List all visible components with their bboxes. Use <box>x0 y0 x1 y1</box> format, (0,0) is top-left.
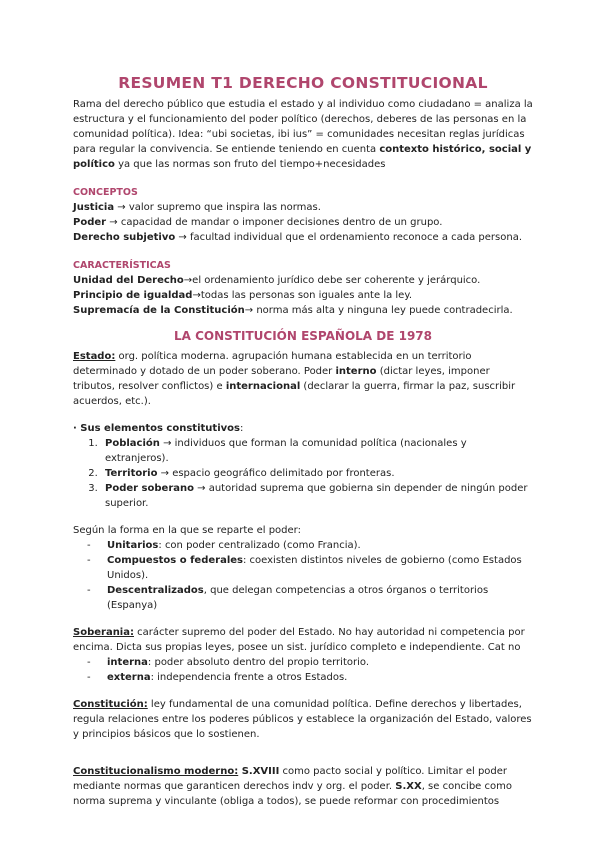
list-item: - interna: poder absoluto dentro del propio territorio. <box>87 655 533 670</box>
concept-item: Derecho subjetivo → facultad individual que el ordenamiento reconoce a cada persona. <box>73 232 523 243</box>
list-item: - Unitarios: con poder centralizado (como Francia). <box>87 538 533 553</box>
elementos-label: · Sus elementos constitutivos: <box>73 423 244 434</box>
formas-intro: Según la forma en la que se reparte el poder: <box>73 525 301 536</box>
constitucion-definition: Constitución: ley fundamental de una comunidad política. Define derechos y libertades, regula relaciones entre los poderes públicos y establece la organización del Estado, valores y principios básicos que lo sostienen. <box>73 699 532 740</box>
list-item: 3. Poder soberano → autoridad suprema que gobierna sin depender de ningún poder superior. <box>101 481 533 511</box>
conceptos-heading: CONCEPTOS <box>73 187 138 198</box>
constitucion-heading: LA CONSTITUCIÓN ESPAÑOLA DE 1978 <box>174 329 432 343</box>
caracteristica-item: Unidad del Derecho→el ordenamiento jurídico debe ser coherente y jerárquico. <box>73 275 481 286</box>
document-page <box>73 73 533 809</box>
caracteristica-item: Principio de igualdad→todas las personas son iguales ante la ley. <box>73 290 412 301</box>
soberania-list <box>73 655 533 685</box>
elementos-list <box>73 436 533 511</box>
list-item: - Descentralizados, que delegan competencias a otros órganos o territorios (Espanya) <box>87 583 533 613</box>
estado-paragraph: Estado: org. política moderna. agrupación humana establecida en un territorio determinado y dotado de un poder soberano. Poder interno (dictar leyes, imponer tributos, resolver conflictos) e internacional (declarar la guerra, firmar la paz, suscribir acuerdos, etc.). <box>73 351 516 407</box>
constitucionalismo-paragraph: Constitucionalismo moderno: S.XVIII como pacto social y político. Limitar el poder mediante normas que garanticen derechos indv y org. el poder. S.XX, se concibe como norma suprema y vinculante (obliga a todos), se puede reformar con procedimientos <box>73 766 512 807</box>
formas-list <box>73 538 533 613</box>
caracteristica-item: Supremacía de la Constitución→ norma más alta y ninguna ley puede contradecirla. <box>73 305 513 316</box>
concept-item: Justicia → valor supremo que inspira las normas. <box>73 202 321 213</box>
list-item: - Compuestos o federales: coexisten distintos niveles de gobierno (como Estados Unidos). <box>87 553 533 583</box>
soberania-paragraph: Soberania: carácter supremo del poder del Estado. No hay autoridad ni competencia por encima. Dicta sus propias leyes, posee un sist. jurídico completo e independiente. Cat no <box>73 627 525 653</box>
document-title: RESUMEN T1 DERECHO CONSTITUCIONAL <box>118 74 488 92</box>
intro-paragraph: Rama del derecho público que estudia el estado y al individuo como ciudadano = analiza la estructura y el funcionamiento del poder político (derechos, deberes de las personas en la comunidad política). Idea: “ubi societas, ibi ius” = comunidades necesitan reglas jurídicas para regular la convivencia. Se entiende teniendo en cuenta contexto histórico, social y político ya que las normas son fruto del tiempo+necesidades <box>73 99 533 170</box>
caracteristicas-heading: CARACTERÍSTICAS <box>73 260 171 271</box>
concept-item: Poder → capacidad de mandar o imponer decisiones dentro de un grupo. <box>73 217 443 228</box>
list-item: 2. Territorio → espacio geográfico delimitado por fronteras. <box>101 466 533 481</box>
list-item: 1. Población → individuos que forman la comunidad política (nacionales y extranjeros). <box>101 436 533 466</box>
list-item: - externa: independencia frente a otros Estados. <box>87 670 533 685</box>
